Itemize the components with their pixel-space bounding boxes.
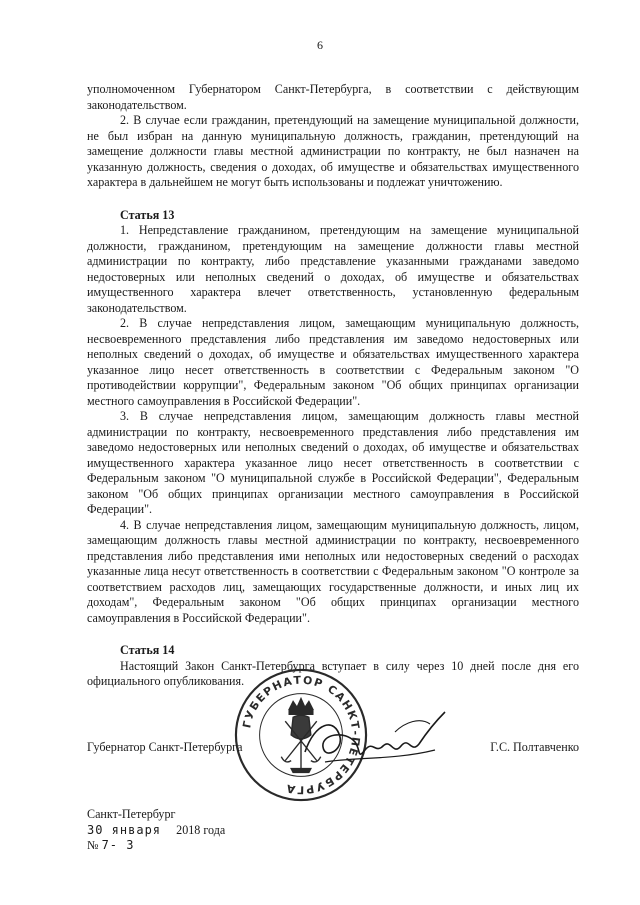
page-number: 6 [317,38,323,52]
paragraph-continuation: уполномоченном Губернатором Санкт-Петербурга, в соответствии с действующим законодательством. [87,82,579,112]
document-body [87,82,579,690]
law-number [87,838,225,854]
seal-text: ГУБЕРНАТОР САНКТ-ПЕТЕРБУРГА [240,673,363,797]
article-13-paragraph-4: 4. В случае непредставления лицом, замещающим муниципальную должность, лицом, замещающим должность главы местной администрации по контракту, несвоевременного представления либо представления ими неполных или недостоверных сведений о расходах указанные лица несут ответственность в соответствии с Федеральным законом "О контроле за соответствием расходов лиц, замещающих государственные должности, и иных лиц их доходам", Федеральным законом "Об общих принципах организации местного самоуправления в Российской Федерации". [87,517,579,625]
signature-row [87,740,579,755]
document-footer [87,807,225,854]
date-handwritten: 30 января [87,822,162,837]
date-year: 2018 года [176,822,226,837]
number-handwritten: 7- 3 [101,838,135,852]
article-13-paragraph-2: 2. В случае непредставления лицом, замещающим муниципальную должность, несвоевременного представления либо представления им заведомо недостоверных или неполных сведений о доходах, об имуществе и обязательствах имущественного характера указанное лицо несет ответственность в соответствии с Федеральным законом "О противодействии коррупции", Федеральным законом "Об общих принципах организации местного самоуправления в Российской Федерации". [87,316,579,408]
article-14-title: Статья 14 [120,643,175,657]
governor-name: Г.С. Полтавченко [490,740,579,754]
governor-title: Губернатор Санкт-Петербурга [87,740,243,754]
number-prefix: № [87,838,99,852]
city: Санкт-Петербург [87,807,176,821]
article-13-paragraph-1: 1. Непредставление гражданином, претендующим на замещение муниципальной должности, гражданином, претендующим на замещение должности главы местной администрации по контракту, либо представление указанными гражданами заведомо недостоверных или неполных сведений о доходах, об имуществе и обязательствах имущественного характера влечет ответственность, установленную федеральным законодательством. [87,223,579,315]
date-line [87,823,225,839]
article-14-paragraph-1: Настоящий Закон Санкт-Петербурга вступает в силу через 10 дней после дня его официального опубликования. [87,658,579,688]
paragraph-12-2: 2. В случае если гражданин, претендующий на замещение муниципальной должности, не был избран на данную муниципальную должность, гражданин, претендующий на замещение должности главы местной администрации по контракту, не был назначен на указанную должность, сведения о доходах, об имуществе и обязательствах имущественного характера в дальнейшем не могут быть использованы и подлежат уничтожению. [87,113,579,189]
article-13-title: Статья 13 [120,207,175,222]
article-13-paragraph-3: 3. В случае непредставления лицом, замещающим должность главы местной администрации по контракту, несвоевременного представления либо представления им заведомо недостоверных или неполных сведений о доходах, об имуществе и обязательствах имущественного характера указанное лицо несет ответственность в соответствии с Федеральным законом "О муниципальной службе в Российской Федерации", Федеральным законом "Об общих принципах организации местного самоуправления в Российской Федерации". [87,409,579,516]
